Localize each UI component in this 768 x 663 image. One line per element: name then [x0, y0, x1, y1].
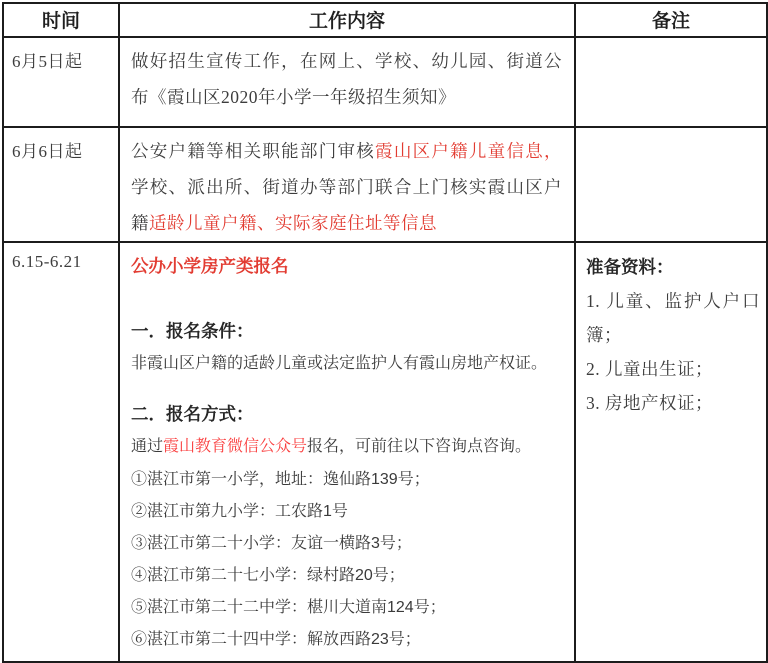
consultation-site-item: ②湛江市第九小学：工农路1号 [131, 503, 348, 520]
material-item: 2. 儿童出生证； [586, 359, 713, 379]
time-cell [3, 127, 119, 242]
text-segment: 学校、派出所、街道办等部门联合上门核实霞山区户籍 [131, 177, 562, 233]
materials-heading: 准备资料： [586, 257, 674, 277]
remark-cell-materials [575, 242, 767, 662]
time-cell [3, 37, 119, 127]
table-row-june15-21 [3, 242, 767, 662]
section-title-red: 公办小学房产类报名 [131, 256, 289, 276]
content-cell [119, 127, 575, 242]
highlighted-text-segment: 霞山区户籍儿童信息， [375, 141, 563, 161]
enrollment-schedule-table [2, 2, 768, 663]
method-text [131, 436, 562, 458]
time-value: 6.15-6.21 [12, 252, 82, 271]
material-item: 1. 儿童、监护人户口簿； [586, 291, 760, 345]
work-content-text [131, 133, 562, 241]
time-value: 6月6日起 [12, 142, 83, 161]
time-cell [3, 242, 119, 662]
content-cell [119, 242, 575, 662]
header-cell-time: 时间 [3, 3, 119, 37]
work-content-text: 做好招生宣传工作，在网上、学校、幼儿园、街道公布《霞山区2020年小学一年级招生须知》 [131, 51, 562, 107]
method-heading: 二．报名方式： [131, 404, 254, 424]
header-row [3, 3, 767, 37]
text-segment: 报名，可前往以下咨询点咨询。 [307, 438, 532, 455]
text-segment: 公安户籍等相关职能部门审核 [131, 141, 376, 161]
conditions-body: 非霞山区户籍的适龄儿童或法定监护人有霞山房地产权证。 [131, 355, 548, 372]
content-cell [119, 37, 575, 127]
remark-cell-empty [575, 37, 767, 127]
consultation-site-item: ⑤湛江市第二十二中学：椹川大道南124号； [131, 599, 446, 616]
conditions-heading: 一．报名条件： [131, 321, 254, 341]
table-row-june6 [3, 127, 767, 242]
time-value: 6月5日起 [12, 52, 83, 71]
consultation-site-item: ①湛江市第一小学，地址：逸仙路139号； [131, 471, 430, 488]
table-row-june5 [3, 37, 767, 127]
consultation-site-item: ⑥湛江市第二十四中学：解放西路23号； [131, 631, 421, 648]
header-cell-content: 工作内容 [119, 3, 575, 37]
wechat-account-highlight: 霞山教育微信公众号 [163, 438, 308, 455]
remark-cell-empty [575, 127, 767, 242]
material-item: 3. 房地产权证； [586, 393, 713, 413]
consultation-site-item: ③湛江市第二十小学：友谊一横路3号； [131, 535, 412, 552]
text-segment: 通过 [131, 438, 164, 455]
highlighted-text-segment: 适龄儿童户籍、实际家庭住址等信息 [149, 213, 437, 233]
consultation-site-item: ④湛江市第二十七小学：绿村路20号； [131, 567, 405, 584]
header-cell-remark: 备注 [575, 3, 767, 37]
